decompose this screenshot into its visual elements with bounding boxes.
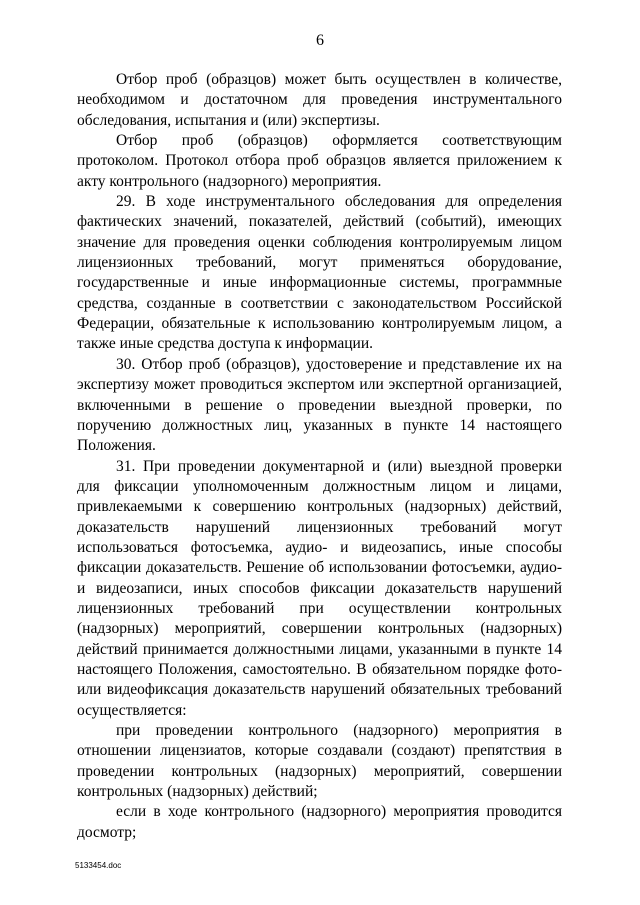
paragraph-clause-30: 30. Отбор проб (образцов), удостоверение и представление их на экспертизу может проводиться экспертом или экспертной организацией, включенными в решение о проведении выездной проверки, по поручению должностных лиц, указанных в пункте 14 настоящего Положения. <box>77 355 562 455</box>
document-body <box>77 70 562 843</box>
page-number: 6 <box>316 32 324 49</box>
paragraph-clause-31-item-obstruction: при проведении контрольного (надзорного) мероприятия в отношении лицензиатов, которые создавали (создают) препятствия в проведении контрольных (надзорных) мероприятий, совершении контрольных (надзорных) действий; <box>77 722 562 801</box>
paragraph-clause-29: 29. В ходе инструментального обследования для определения фактических значений, показателей, действий (событий), имеющих значение для проведения оценки соблюдения контролируемым лицом лицензионных требований, могут применяться оборудование, государственные и иные информационные системы, программные средства, созданные в соответствии с законодательством Российской Федерации, обязательные к использованию контролируемым лицом, а также иные средства доступа к информации. <box>77 193 562 353</box>
paragraph-clause-31: 31. При проведении документарной и (или) выездной проверки для фиксации уполномоченным должностным лицом и лицами, привлекаемыми к совершению контрольных (надзорных) действий, доказательств нарушений лицензионных требований могут использоваться фотосъемка, аудио- и видеозапись, иные способы фиксации доказательств. Решение об использовании фотосъемки, аудио- и видеозаписи, иных способов фиксации доказательств нарушений лицензионных требований при осуществлении контрольных (надзорных) мероприятий, совершении контрольных (надзорных) действий принимается должностными лицами, указанными в пункте 14 настоящего Положения, самостоятельно. В обязательном порядке фото- или видеофиксация доказательств нарушений обязательных требований осуществляется: <box>77 457 562 719</box>
paragraph-sampling-quantity: Отбор проб (образцов) может быть осуществлен в количестве, необходимом и достаточном для проведения инструментального обследования, испытания и (или) экспертизы. <box>77 71 562 129</box>
footer-file-reference: 5133454.doc <box>75 861 122 870</box>
paragraph-clause-31-item-inspection: если в ходе контрольного (надзорного) мероприятия проводится досмотр; <box>77 803 562 841</box>
paragraph-sampling-protocol: Отбор проб (образцов) оформляется соответствующим протоколом. Протокол отбора проб образцов является приложением к акту контрольного (надзорного) мероприятия. <box>77 132 562 190</box>
